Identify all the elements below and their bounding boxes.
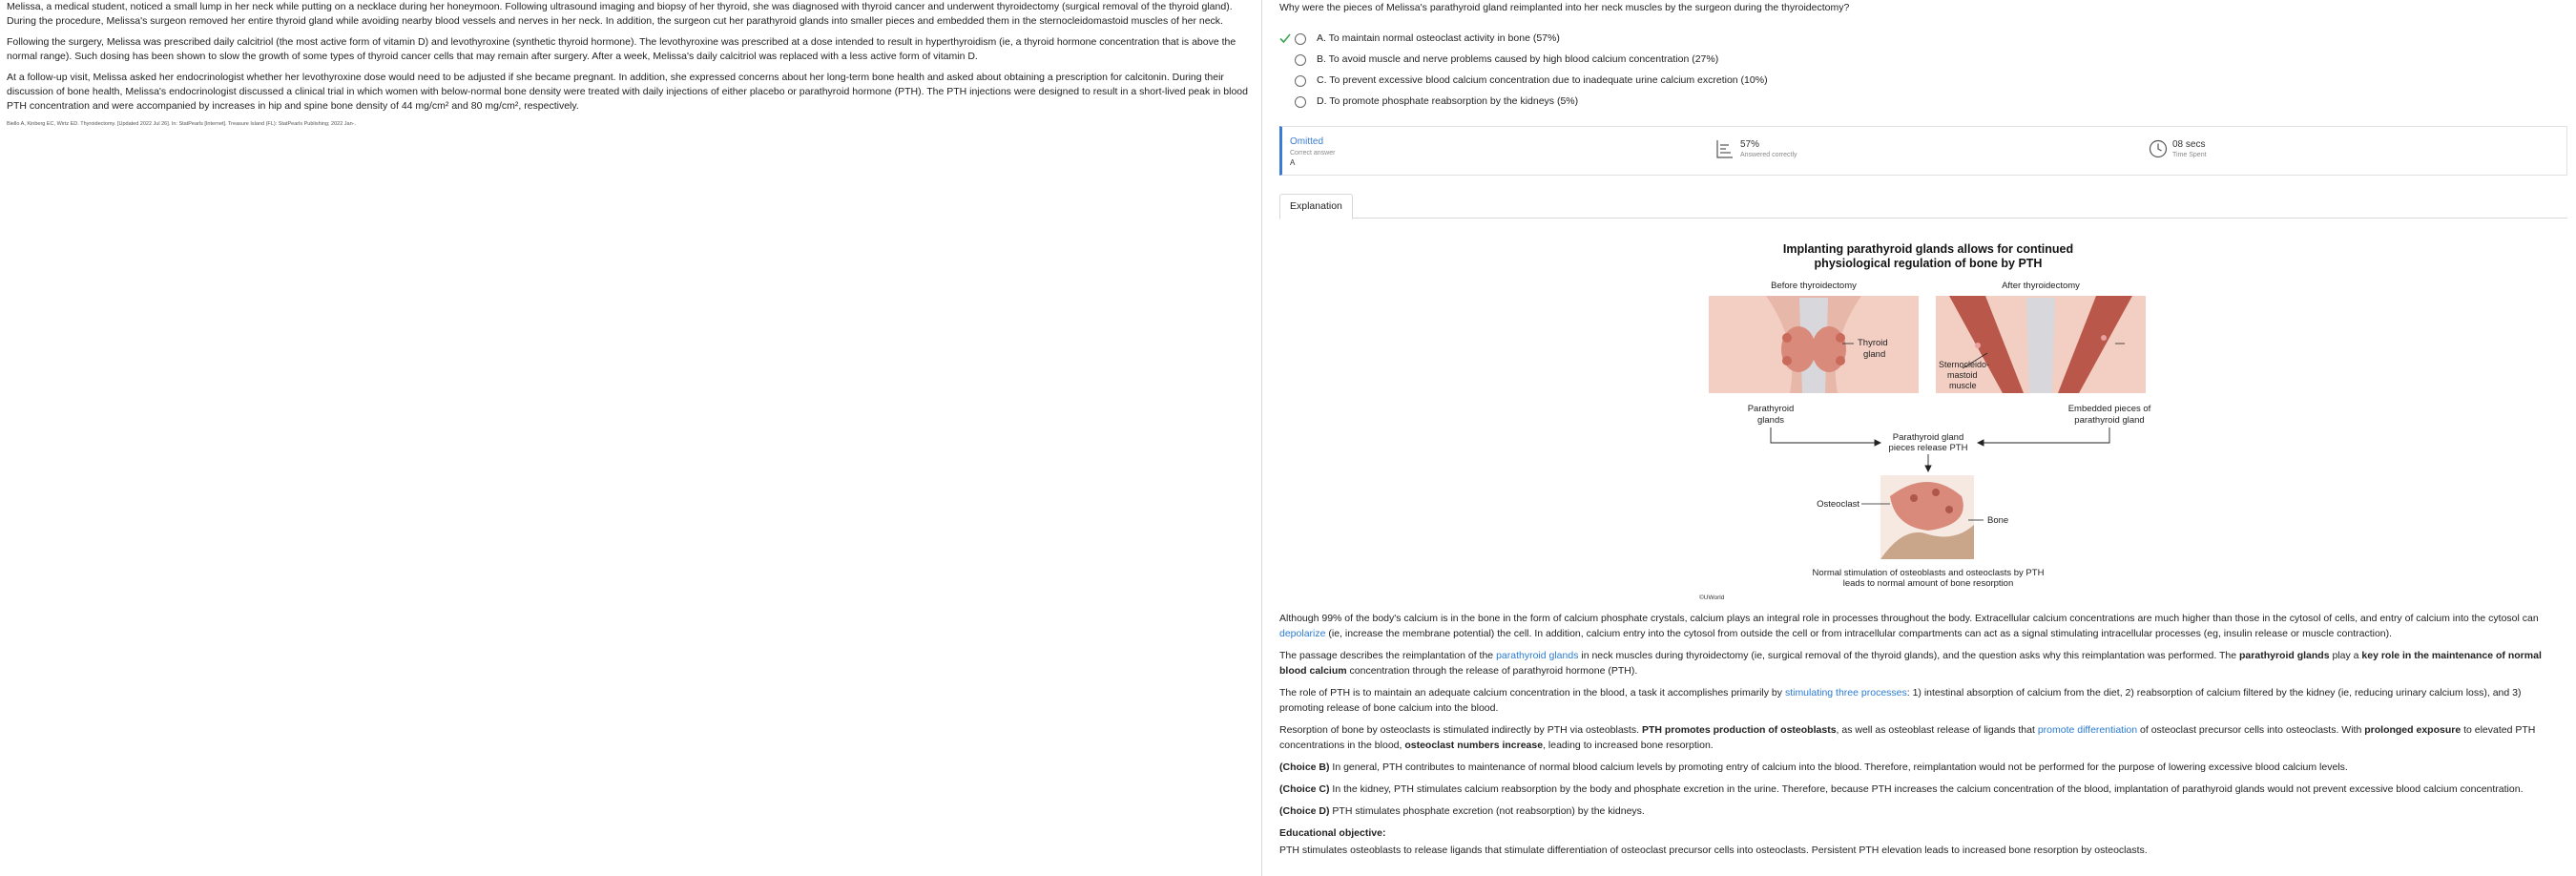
choice-d-explanation: (Choice D) PTH stimulates phosphate excretion (not reabsorption) by the kidneys. [1279, 805, 1645, 817]
clock-icon [2149, 139, 2168, 158]
radio-button-c[interactable] [1295, 75, 1306, 87]
time-spent-label: Time Spent [2172, 152, 2207, 158]
correct-check-icon [1279, 32, 1291, 44]
choice-a-label: A. To maintain normal osteoclast activity in bone (57%) [1317, 32, 1560, 44]
answer-choice-d[interactable] [1279, 92, 2567, 113]
figure-illustration [1699, 239, 2157, 601]
scm-label-1: Sternocleido- [1939, 360, 1990, 369]
passage-citation: Biello A, Kinberg EC, Wirtz ED. Thyroidectomy. [Updated 2022 Jul 26]. In: StatPearls [Internet]. Treasure Island (FL): StatPearls Publishing; 2022 Jan-. [7, 121, 357, 127]
time-spent-value: 08 secs [2172, 139, 2206, 150]
thyroid-gland-label-1: Thyroid [1858, 338, 1888, 348]
before-thyroidectomy-label: Before thyroidectomy [1771, 281, 1857, 291]
stimulating-three-processes-link[interactable]: stimulating three processes [1784, 687, 1907, 699]
osteoclast-label: Osteoclast [1817, 499, 1859, 510]
explanation-paragraph-1: Although 99% of the body's calcium is in the bone in the form of calcium phosphate crystals, calcium plays an integral role in processes throughout the body. Extracellular calcium concentrations are much higher than those in the cytosol of cells, and entry of calcium into the cytosol can depolarize (ie, increase the membrane potential) the cell. In addition, calcium entry into the cytosol from outside the cell or from intracellular compartments can act as a signal stimulating intracellular processes (eg, insulin release or muscle contraction). [1279, 613, 2539, 639]
figure-copyright: ©UWorld [1699, 594, 1725, 601]
educational-objective-label: Educational objective: [1279, 827, 1386, 839]
bone-label: Bone [1987, 515, 2009, 526]
choice-b-explanation: (Choice B) In general, PTH contributes to maintenance of normal blood calcium levels by promoting entry of calcium into the blood. Therefore, reimplantation would not be performed for the purpose of lowering excessive blood calcium levels. [1279, 761, 2348, 773]
choice-b-label: B. To avoid muscle and nerve problems caused by high blood calcium concentration (27%) [1317, 53, 1719, 65]
figure-title-line-2: physiological regulation of bone by PTH [1814, 257, 2043, 270]
radio-button-d[interactable] [1295, 96, 1306, 108]
passage-panel [0, 0, 1261, 876]
scm-label-3: muscle [1949, 381, 1977, 390]
choice-c-explanation: (Choice C) In the kidney, PTH stimulates calcium reabsorption by the body and phosphate excretion in the urine. Therefore, because PTH increases the calcium concentration of the blood, implantation of parathyroid glands would not prevent excessive blood calcium concentration. [1279, 783, 2524, 795]
osteoclast-bone-image [1861, 475, 1984, 559]
depolarize-link[interactable]: depolarize [1279, 628, 1326, 639]
answer-choices [1279, 29, 2567, 113]
explanation-paragraph-3: The role of PTH is to maintain an adequate calcium concentration in the blood, a task it accomplishes primarily by stimulating three processes: 1) intestinal absorption of calcium from the diet, 2) reabsorption of calcium filtered by the kidney (ie, reducing urinary calcium loss), and 3) promoting release of bone calcium into the blood. [1279, 687, 2522, 714]
bar-chart-icon [1716, 139, 1734, 158]
answer-choice-a[interactable] [1279, 29, 2567, 50]
passage-paragraph-3: At a follow-up visit, Melissa asked her endocrinologist whether her levothyroxine dose would need to be adjusted if she became pregnant. In addition, she expressed concerns about her long-term bone health and asked about obtaining a prescription for calcitonin. During their discussion of bone health, Melissa's endocrinologist discussed a clinical trial in which women with below-normal bone density were treated with daily injections of either placebo or parathyroid hormone (PTH). The PTH injections were designed to result in a short-lived peak in blood PTH concentration and were accompanied by increases in hip and spine bone density of 44 mg/cm² and 80 mg/cm², respectively. [7, 72, 1248, 112]
parathyroid-glands-label-2: glands [1757, 415, 1784, 426]
percent-correct-label: Answered correctly [1740, 152, 1797, 158]
explanation-figure [1699, 239, 2157, 601]
correct-answer-value: A [1290, 158, 1296, 167]
answer-choice-b[interactable] [1279, 50, 2567, 71]
parathyroid-glands-label-1: Parathyroid [1747, 404, 1795, 414]
promote-differentiation-link[interactable]: promote differentiation [2037, 724, 2138, 736]
parathyroid-glands-link[interactable]: parathyroid glands [1496, 650, 1579, 661]
choice-d-label: D. To promote phosphate reabsorption by the kidneys (5%) [1317, 95, 1579, 107]
release-pth-label-1: Parathyroid gland [1892, 432, 1964, 443]
passage-paragraph-1: Melissa, a medical student, noticed a small lump in her neck while putting on a necklace during her honeymoon. Following ultrasound imaging and biopsy of her thyroid, she was diagnosed with thyroid cancer and underwent thyroidectomy (surgical removal of the thyroid gland). During the procedure, Melissa's surgeon removed her entire thyroid gland while avoiding nearby blood vessels and nerves in her neck. In addition, the surgeon cut her parathyroid glands into smaller pieces and embedded them in the sternocleidomastoid muscles of her neck. [7, 1, 1233, 27]
question-panel [1279, 0, 2567, 876]
explanation-text [1279, 611, 2567, 865]
figure-caption-line-2: leads to normal amount of bone resorption [1842, 578, 2014, 589]
explanation-paragraph-2: The passage describes the reimplantation of the parathyroid glands in neck muscles during thyroidectomy (ie, surgical removal of the thyroid glands), and the question asks why this reimplantation was performed. The parathyroid glands play a key role in the maintenance of normal blood calcium concentration through the release of parathyroid hormone (PTH). [1279, 650, 2542, 677]
correct-answer-label: Correct answer [1290, 150, 1336, 156]
explanation-paragraph-4: Resorption of bone by osteoclasts is stimulated indirectly by PTH via osteoblasts. PTH promotes production of osteoblasts, as well as osteoblast release of ligands that promote differentiation of osteoclast precursor cells into osteoclasts. With prolonged exposure to elevated PTH concentrations in the blood, osteoclast numbers increase, leading to increased bone resorption. [1279, 724, 2536, 751]
answer-choice-c[interactable] [1279, 71, 2567, 92]
thyroid-gland-label-2: gland [1863, 349, 1886, 360]
omitted-status: Omitted [1290, 136, 1324, 147]
educational-objective-text: PTH stimulates osteoblasts to release ligands that stimulate differentiation of osteoclast precursor cells into osteoclasts. Persistent PTH elevation leads to increased bone resorption by osteoclasts. [1279, 845, 2148, 856]
scm-label-2: mastoid [1947, 370, 1978, 380]
choice-c-label: C. To prevent excessive blood calcium concentration due to inadequate urine calcium excretion (10%) [1317, 74, 1768, 86]
result-stats-bar [1279, 126, 2567, 176]
result-status [1290, 135, 1335, 168]
release-pth-label-2: pieces release PTH [1888, 443, 1968, 453]
panel-divider[interactable] [1261, 0, 1262, 876]
radio-button-b[interactable] [1295, 54, 1306, 66]
percent-correct-value: 57% [1740, 139, 1760, 150]
embedded-pieces-label-2: parathyroid gland [2074, 415, 2145, 426]
radio-button-a[interactable] [1295, 33, 1306, 45]
after-thyroidectomy-label: After thyroidectomy [2002, 281, 2080, 291]
question-stem: Why were the pieces of Melissa's parathyroid gland reimplanted into her neck muscles by the surgeon during the thyroidectomy? [1279, 2, 1850, 13]
tab-explanation[interactable]: Explanation [1279, 194, 1353, 219]
embedded-pieces-label-1: Embedded pieces of [2067, 404, 2151, 414]
passage-paragraph-2: Following the surgery, Melissa was prescribed daily calcitriol (the most active form of vitamin D) and levothyroxine (synthetic thyroid hormone). The levothyroxine was prescribed at a dose intended to result in hyperthyroidism (ie, a thyroid hormone concentration that is above the normal range). Such dosing has been shown to slow the growth of some types of thyroid cancer cells that may remain after surgery. After a week, Melissa's daily calcitriol was replaced with a less active form of vitamin D. [7, 36, 1236, 62]
tab-bar [1279, 194, 2567, 219]
figure-title-line-1: Implanting parathyroid glands allows for continued [1782, 242, 2074, 256]
figure-caption-line-1: Normal stimulation of osteoblasts and osteoclasts by PTH [1812, 568, 2045, 578]
